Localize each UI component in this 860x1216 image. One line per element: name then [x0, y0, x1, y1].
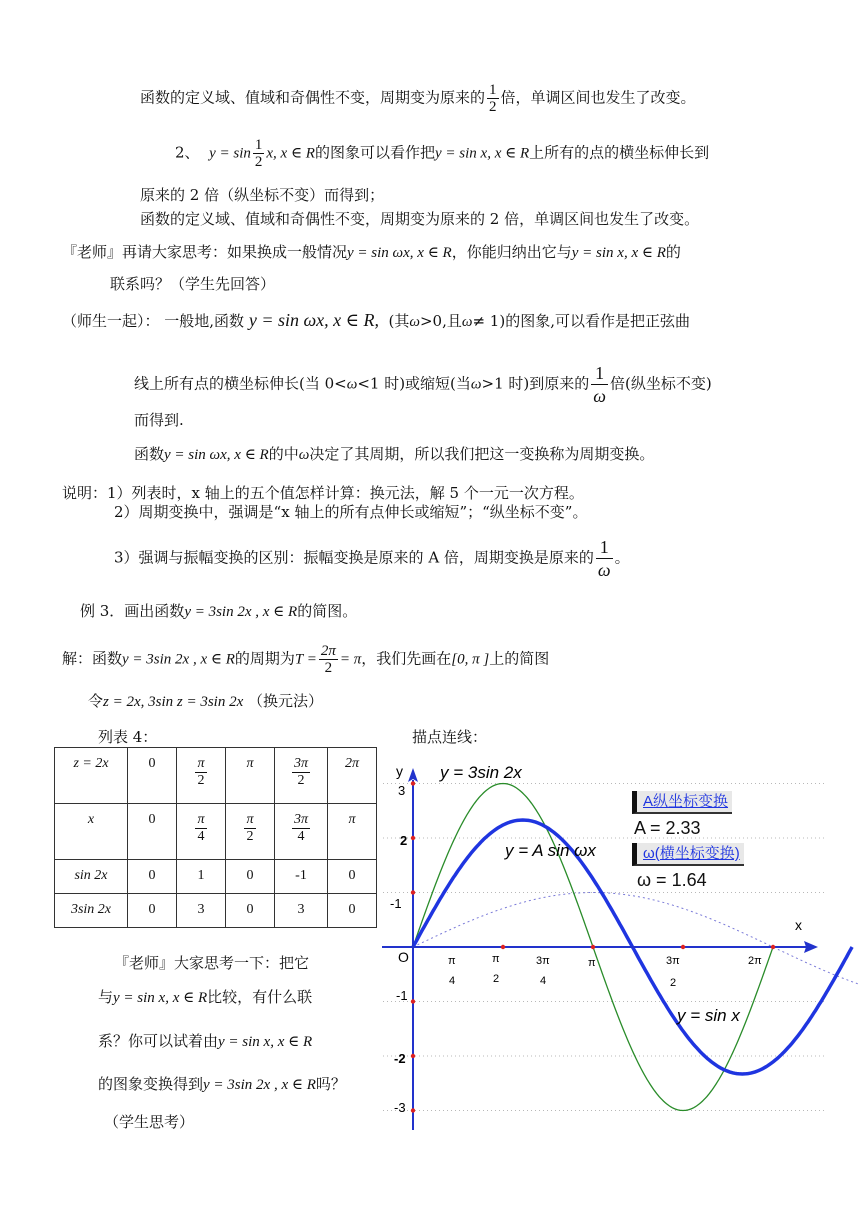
grid-lines — [383, 784, 825, 1111]
y-tick-label: 2 — [400, 833, 408, 848]
a-value: A = 2.33 — [634, 818, 701, 838]
axis-dot — [411, 781, 415, 785]
graph-caption: 描点连线： — [412, 728, 488, 746]
table-cell: 0 — [128, 804, 177, 860]
a-transform-button[interactable]: A纵坐标变换 — [632, 791, 732, 814]
x-axis-arrow — [804, 941, 818, 953]
table-cell: 2π — [328, 748, 377, 804]
w-value: ω = 1.64 — [637, 870, 707, 890]
question-2: 与y = sin x, x ∈ R比较，有什么联 — [98, 988, 313, 1006]
axis-dot — [411, 1054, 415, 1058]
line-13: 3）强调与振幅变换的区别：振幅变换是原来的 A 倍，周期变换是原来的 $\frac{1}{\omega}$ 。 — [114, 537, 630, 580]
text: 函数的定义域、值域和奇偶性不变，周期变为原来的 — [140, 88, 486, 107]
table-cell: $\frac{\pi}{4}$ — [177, 804, 226, 860]
table-cell: π — [226, 748, 275, 804]
y-tick-label: -1 — [390, 896, 402, 911]
line-15: 解：函数y = 3sin 2x , x ∈ R的周期为T = $\frac{2\pi}{2}$ = π，我们先画在[0, π ]上的简图 — [62, 643, 550, 676]
origin-label: O — [398, 949, 409, 965]
line-10: 函数y = sin ωx, x ∈ R的中ω决定了其周期，所以我们把这一变换称为周期变换。 — [134, 445, 655, 463]
curve-label-general: y = A sin ωx — [505, 841, 596, 860]
line-3: 原来的 2 倍（纵坐标不变）而得到； — [140, 186, 385, 204]
axis-dot — [681, 945, 685, 949]
table-cell: 3 — [177, 894, 226, 928]
x-axis-label: x — [795, 917, 802, 933]
x-tick-label: 3π — [536, 955, 550, 967]
axis-dot — [501, 945, 505, 949]
table-cell: $\frac{\pi}{2}$ — [177, 748, 226, 804]
table-cell: $\frac{\pi}{2}$ — [226, 804, 275, 860]
fraction: $\frac{1}{2}$ — [489, 82, 497, 115]
line-2: 2、 y = sin $\frac{1}{2}$ x, x ∈ R的图象可以看作把y = sin x, x ∈ R上所有的点的横坐标伸长到 — [175, 137, 710, 170]
table-cell: 0 — [128, 894, 177, 928]
value-table — [54, 747, 377, 928]
table-cell: z = 2x — [55, 748, 128, 804]
line-16: 令z = 2x, 3sin z = 3sin 2x （换元法） — [88, 692, 324, 710]
x-tick-label: 2 — [493, 973, 500, 985]
line-4: 函数的定义域、值域和奇偶性不变，周期变为原来的 2 倍，单调区间也发生了改变。 — [140, 210, 700, 228]
text: 倍，单调区间也发生了改变。 — [500, 88, 696, 107]
table-row — [55, 804, 377, 860]
line-7: （师生一起）： 一般地,函数 y = sin ωx, x ∈ R, (其ω>0,且ω≠ 1)的图象,可以看作是把正弦曲 — [62, 310, 690, 330]
table-cell: 0 — [328, 860, 377, 894]
line-5: 『老师』再请大家思考：如果换成一般情况y = sin ωx, x ∈ R，你能归纳出它与y = sin x, x ∈ R的 — [62, 243, 681, 261]
question-4: 的图象变换得到y = 3sin 2x , x ∈ R吗？ — [98, 1075, 346, 1093]
y-axis-label: y — [396, 763, 403, 779]
y-tick-label: -1 — [396, 988, 408, 1003]
y-3sin2x-curve — [413, 784, 773, 1111]
table-cell: 0 — [328, 894, 377, 928]
table-cell: 0 — [226, 894, 275, 928]
line-6: 联系吗？（学生先回答） — [110, 275, 276, 293]
y-tick-label: -2 — [394, 1051, 406, 1066]
x-tick-label: π — [492, 953, 500, 965]
line-12: 2）周期变换中，强调是“x 轴上的所有点伸长或缩短”；“纵坐标不变”。 — [114, 503, 588, 521]
sinx-curve — [413, 893, 860, 1002]
y-tick-label: 3 — [398, 783, 406, 798]
table-cell: sin 2x — [55, 860, 128, 894]
question-1: 『老师』大家思考一下：把它 — [114, 954, 310, 972]
table-cell: 3sin 2x — [55, 894, 128, 928]
axis-dot — [771, 945, 775, 949]
table-cell: $\frac{3\pi}{2}$ — [275, 748, 328, 804]
table-caption: 列表 4： — [98, 728, 158, 746]
x-tick-label: π — [588, 957, 596, 969]
table-cell: 1 — [177, 860, 226, 894]
axis-dot — [411, 890, 415, 894]
question-5: （学生思考） — [104, 1113, 195, 1131]
table-cell: 0 — [128, 860, 177, 894]
line-8: 线上所有点的横坐标伸长(当 0<ω<1 时)或缩短(当ω>1 时)到原来的 $\frac{1}{\omega}$ 倍(纵坐标不变) — [134, 363, 712, 406]
x-tick-label: 3π — [666, 955, 680, 967]
line-11: 说明：1）列表时，x 轴上的五个值怎样计算：换元法，解 5 个一元一次方程。 — [62, 484, 584, 502]
table-cell: -1 — [275, 860, 328, 894]
table-row — [55, 748, 377, 804]
x-tick-label: 4 — [540, 975, 547, 987]
x-tick-label: 2π — [748, 955, 762, 967]
table-cell: π — [328, 804, 377, 860]
axis-dot — [411, 836, 415, 840]
table-cell: 0 — [128, 748, 177, 804]
axis-dot — [411, 1108, 415, 1112]
y-tick-label: -3 — [394, 1100, 406, 1115]
line-9: 而得到. — [134, 411, 184, 429]
table-cell: 3 — [275, 894, 328, 928]
table-cell: $\frac{3\pi}{4}$ — [275, 804, 328, 860]
y-axis-arrow — [408, 768, 418, 782]
line-1 — [140, 82, 696, 115]
table-cell: 0 — [226, 860, 275, 894]
curve-label-3sin2x: y = 3sin 2x — [440, 763, 522, 782]
line-14: 例 3．画出函数y = 3sin 2x , x ∈ R的简图。 — [80, 602, 358, 620]
axis-dot — [591, 945, 595, 949]
table-row — [55, 860, 377, 894]
w-transform-button[interactable]: ω(横坐标变换) — [632, 843, 744, 866]
curve-label-sinx: y = sin x — [677, 1006, 740, 1025]
question-3: 系？你可以试着由y = sin x, x ∈ R — [98, 1032, 313, 1050]
x-tick-label: 4 — [449, 975, 456, 987]
x-tick-label: π — [448, 955, 456, 967]
table-cell: x — [55, 804, 128, 860]
axis-dot — [411, 999, 415, 1003]
table-row — [55, 894, 377, 928]
x-tick-label: 2 — [670, 977, 677, 989]
